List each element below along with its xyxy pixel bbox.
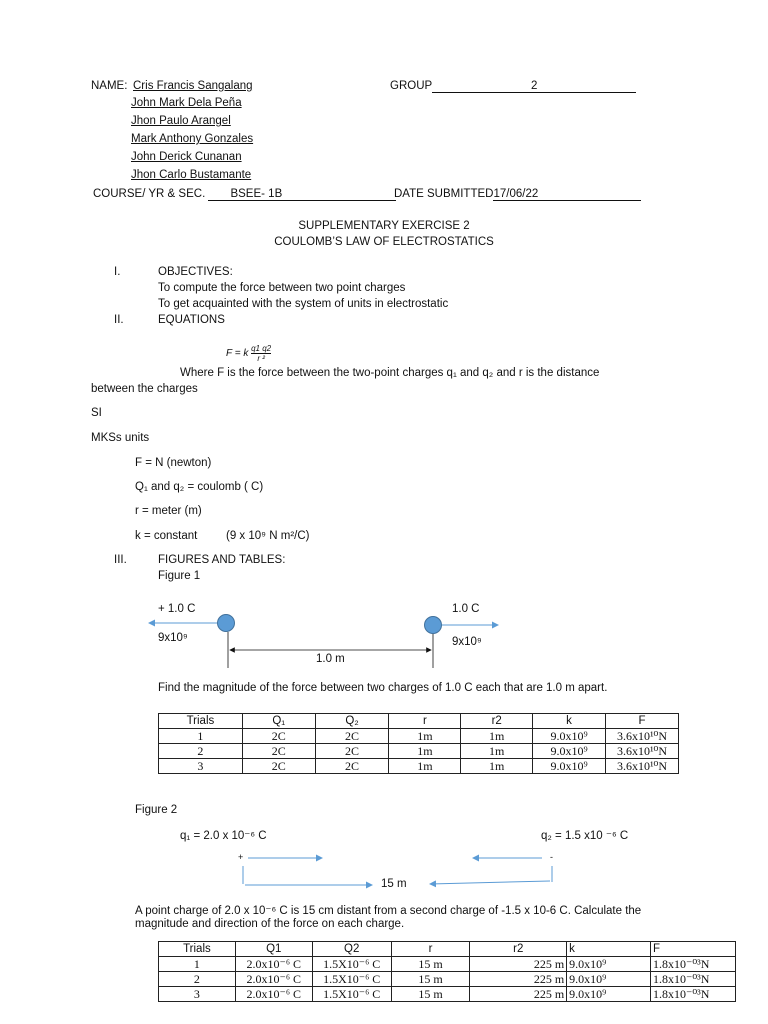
table-2-header: r — [391, 942, 470, 957]
table-cell: 225 m — [470, 972, 567, 987]
table-cell: 1m — [461, 729, 533, 744]
section-1-title: OBJECTIVES: — [158, 266, 233, 278]
table-cell: 1m — [389, 729, 461, 744]
section-3-title: FIGURES AND TABLES: — [158, 554, 286, 566]
table-cell: 3.6x10¹⁰N — [606, 729, 679, 744]
table-cell: 15 m — [391, 987, 470, 1002]
table-2-header: k — [567, 942, 651, 957]
table-1-header: Q₂ — [315, 714, 389, 729]
table-cell: 9.0x10⁹ — [533, 759, 606, 774]
doc-subtitle: COULOMB’S LAW OF ELECTROSTATICS — [274, 236, 494, 248]
fig2-problem-2: magnitude and direction of the force on each charge. — [135, 918, 405, 930]
equation-denominator: r ² — [257, 354, 265, 363]
date-value: 17/06/22 — [493, 188, 641, 201]
unit-distance: r = meter (m) — [135, 505, 202, 517]
table-cell: 3 — [159, 987, 236, 1002]
table-1-header: Trials — [159, 714, 243, 729]
table-cell: 2.0x10⁻⁶ C — [235, 957, 312, 972]
table-1-header-row — [159, 714, 679, 729]
fig1-right-charge-dot — [424, 616, 442, 634]
equation-explanation-1: Where F is the force between the two-point charges q₁ and q₂ and r is the distance — [180, 367, 600, 379]
table-2-header-row — [159, 942, 736, 957]
table-cell: 2C — [315, 729, 389, 744]
table-cell: 15 m — [391, 972, 470, 987]
fig2-plus-sign: + — [238, 852, 244, 862]
member-name-3: Jhon Paulo Arangel — [131, 115, 231, 127]
section-3-number: III. — [114, 554, 127, 566]
table-row — [159, 957, 736, 972]
fig2-distance: 15 m — [381, 878, 407, 890]
member-name-5: John Derick Cunanan — [131, 151, 242, 163]
table-cell: 9.0x10⁹ — [567, 957, 651, 972]
table-2-header: Q2 — [312, 942, 391, 957]
fig1-left-charge: + 1.0 C — [158, 603, 196, 615]
table-row — [159, 972, 736, 987]
fig2-q2: q₂ = 1.5 x10 ⁻⁶ C — [541, 830, 629, 842]
table-cell: 3 — [159, 759, 243, 774]
table-cell: 2C — [242, 759, 315, 774]
table-row — [159, 729, 679, 744]
table-cell: 2C — [315, 744, 389, 759]
table-cell: 1.8x10⁻⁰³N — [651, 957, 736, 972]
table-cell: 1m — [389, 744, 461, 759]
member-name-1: Cris Francis Sangalang — [133, 80, 253, 92]
table-cell: 9.0x10⁹ — [567, 987, 651, 1002]
objective-1: To compute the force between two point charges — [158, 282, 406, 294]
table-1-header: k — [533, 714, 606, 729]
fig2-q1: q₁ = 2.0 x 10⁻⁶ C — [180, 830, 267, 842]
fig1-right-force: 9x10⁹ — [452, 636, 482, 648]
table-2-header: Trials — [159, 942, 236, 957]
table-cell: 2C — [242, 744, 315, 759]
figure-1-label: Figure 1 — [158, 570, 201, 582]
table-cell: 1 — [159, 729, 243, 744]
table-cell: 9.0x10⁹ — [533, 729, 606, 744]
table-1-header: r — [389, 714, 461, 729]
table-cell: 1.5X10⁻⁶ C — [312, 972, 391, 987]
table-cell: 2C — [242, 729, 315, 744]
course-label: COURSE/ YR & SEC. — [93, 188, 206, 200]
table-cell: 225 m — [470, 957, 567, 972]
fig2-distance-arrow-left — [430, 881, 550, 884]
table-2 — [158, 941, 736, 1002]
table-1-header: r2 — [461, 714, 533, 729]
fig2-minus-sign: - — [550, 852, 553, 862]
table-cell: 1m — [389, 759, 461, 774]
member-name-2: John Mark Dela Peña — [131, 97, 242, 109]
table-cell: 9.0x10⁹ — [533, 744, 606, 759]
date-label: DATE SUBMITTED — [394, 188, 494, 200]
section-2-number: II. — [114, 314, 124, 326]
table-row — [159, 744, 679, 759]
objective-2: To get acquainted with the system of units in electrostatic — [158, 298, 449, 310]
fig2-problem-1: A point charge of 2.0 x 10⁻⁶ C is 15 cm distant from a second charge of -1.5 x 10‑6 C. Calculate the — [135, 905, 642, 917]
table-cell: 9.0x10⁹ — [567, 972, 651, 987]
table-cell: 2 — [159, 972, 236, 987]
table-cell: 1 — [159, 957, 236, 972]
fig1-problem: Find the magnitude of the force between two charges of 1.0 C each that are 1.0 m apart. — [158, 682, 608, 694]
table-cell: 2.0x10⁻⁶ C — [235, 987, 312, 1002]
table-cell: 2 — [159, 744, 243, 759]
table-2-header: F — [651, 942, 736, 957]
table-1-header: F — [606, 714, 679, 729]
equation-explanation-2: between the charges — [91, 383, 198, 395]
table-cell: 1.5X10⁻⁶ C — [312, 987, 391, 1002]
group-label: GROUP — [390, 80, 433, 92]
table-cell: 3.6x10¹⁰N — [606, 744, 679, 759]
table-cell: 15 m — [391, 957, 470, 972]
table-cell: 2.0x10⁻⁶ C — [235, 972, 312, 987]
table-row — [159, 987, 736, 1002]
member-name-4: Mark Anthony Gonzales — [131, 133, 254, 145]
unit-constant-value: (9 x 10⁹ N m²/C) — [226, 530, 310, 542]
equation-lhs: F = k — [226, 348, 249, 360]
table-row — [159, 759, 679, 774]
table-cell: 1.5X10⁻⁶ C — [312, 957, 391, 972]
equation-numerator: q1 q2 — [251, 344, 272, 353]
table-2-header: Q1 — [235, 942, 312, 957]
fig1-left-charge-dot — [217, 614, 235, 632]
section-2-title: EQUATIONS — [158, 314, 225, 326]
fig1-distance: 1.0 m — [316, 653, 345, 665]
table-cell: 3.6x10¹⁰N — [606, 759, 679, 774]
table-cell: 2C — [315, 759, 389, 774]
units-mks: MKSs units — [91, 432, 150, 444]
table-cell: 225 m — [470, 987, 567, 1002]
table-cell: 1m — [461, 744, 533, 759]
units-si: SI — [91, 407, 102, 419]
course-value: BSEE- 1B — [208, 188, 396, 201]
table-cell: 1m — [461, 759, 533, 774]
table-1-header: Q₁ — [242, 714, 315, 729]
unit-constant-label: k = constant — [135, 530, 198, 542]
group-value: 2 — [432, 80, 636, 93]
doc-title: SUPPLEMENTARY EXERCISE 2 — [298, 220, 470, 232]
fig1-right-charge: 1.0 C — [452, 603, 480, 615]
section-1-number: I. — [114, 266, 121, 278]
table-1 — [158, 713, 679, 774]
member-name-6: Jhon Carlo Bustamante — [131, 169, 252, 181]
fig1-left-force: 9x10⁹ — [158, 632, 188, 644]
unit-force: F = N (newton) — [135, 457, 212, 469]
table-2-header: r2 — [470, 942, 567, 957]
unit-charge: Q₁ and q₂ = coulomb ( C) — [135, 481, 264, 493]
table-cell: 1.8x10⁻⁰³N — [651, 972, 736, 987]
name-label: NAME: — [91, 80, 128, 92]
figure-2-label: Figure 2 — [135, 804, 178, 816]
table-cell: 1.8x10⁻⁰³N — [651, 987, 736, 1002]
